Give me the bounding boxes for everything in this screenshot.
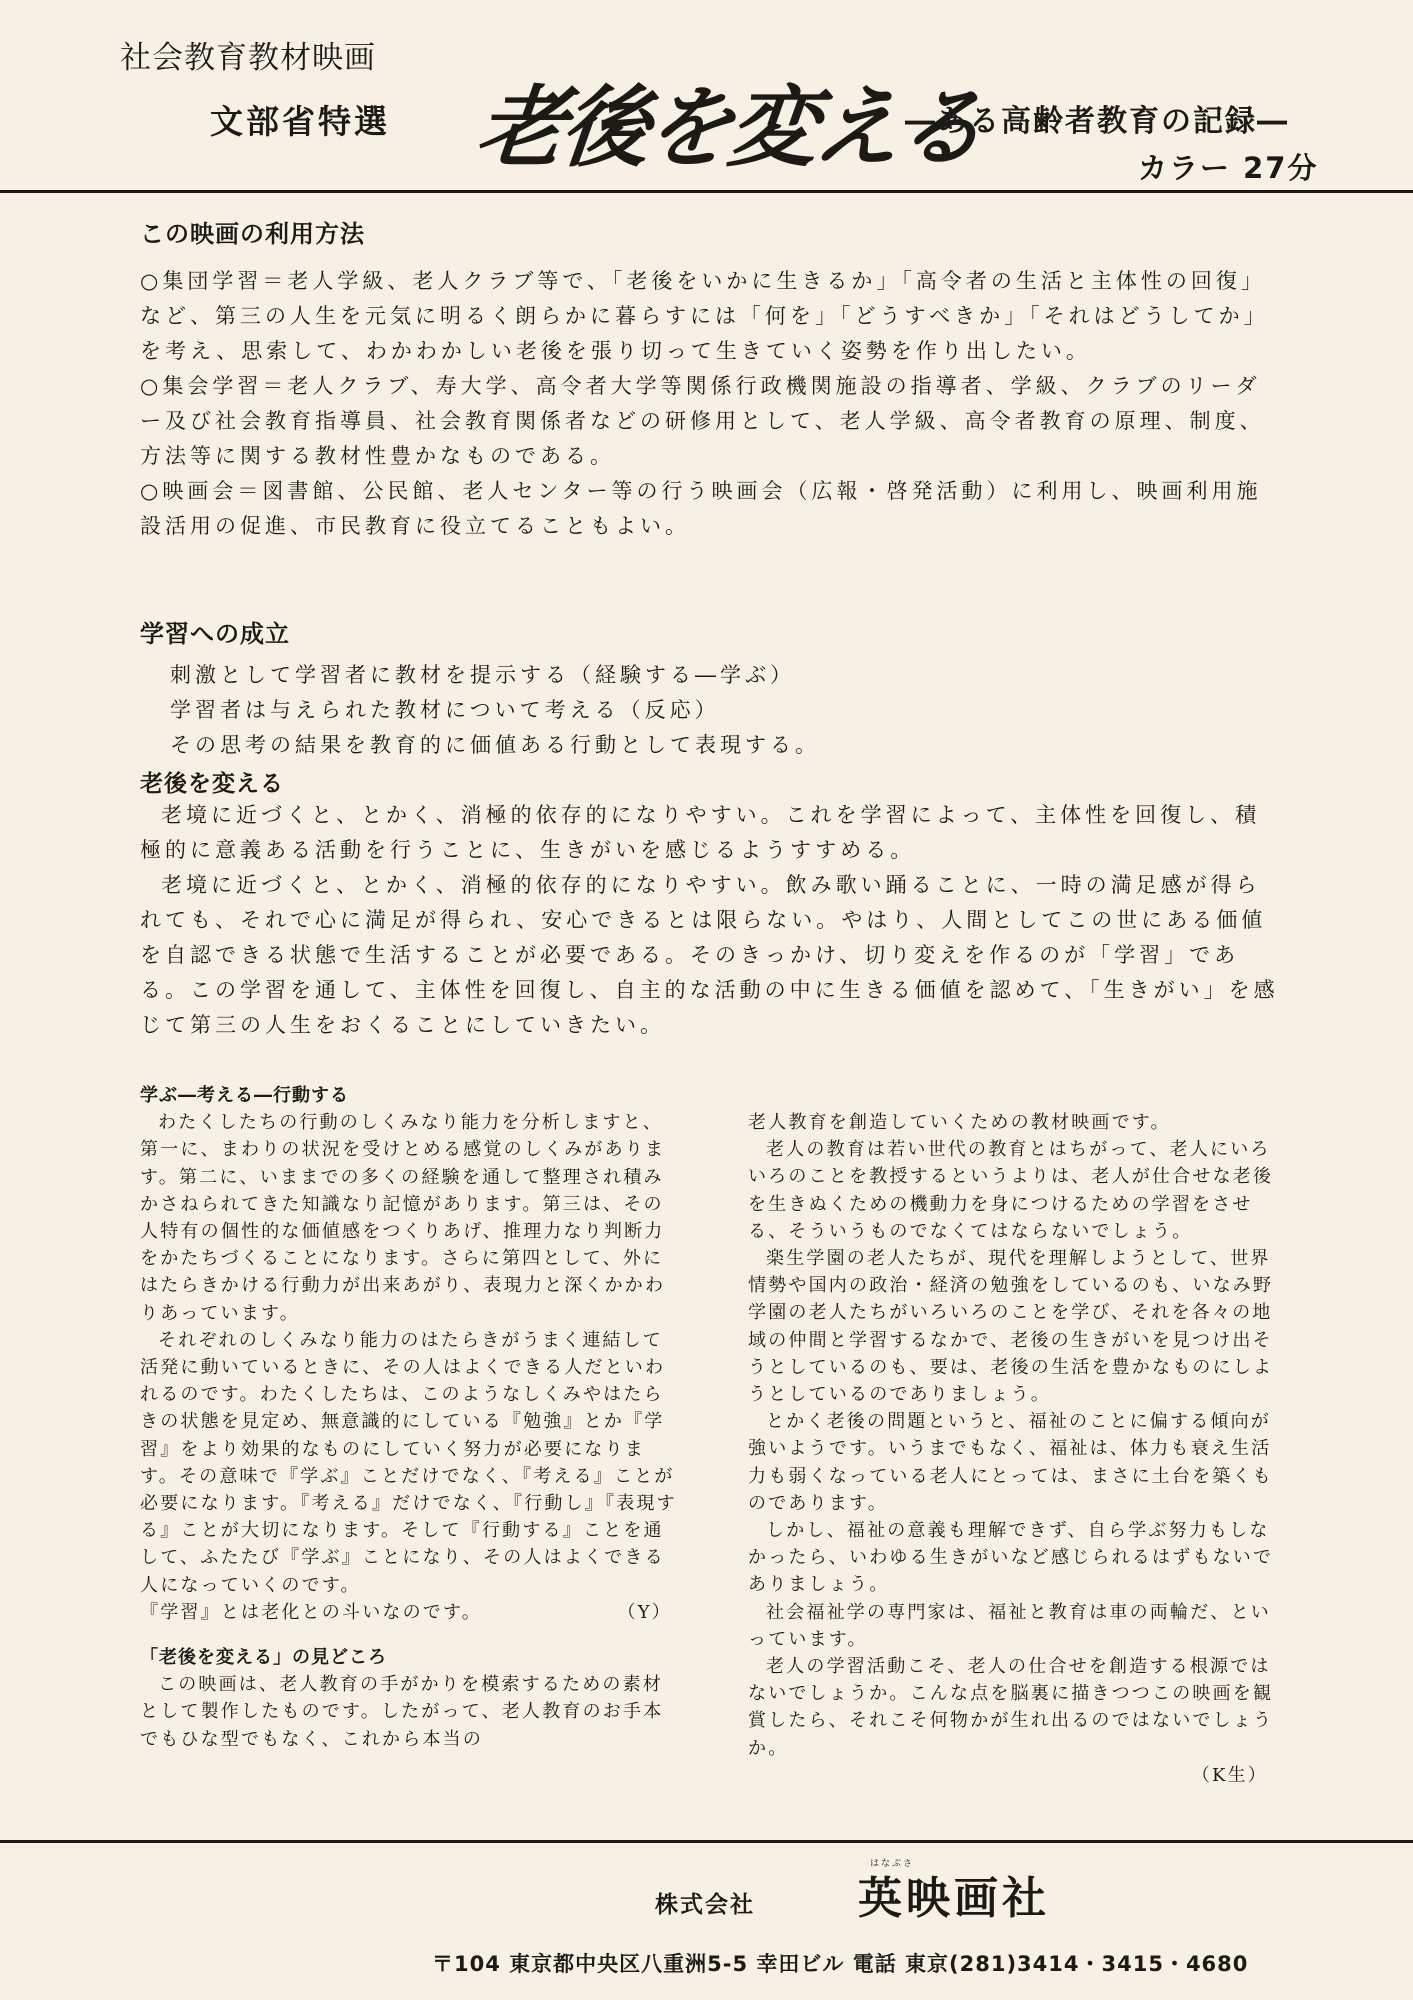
- usage-list: [140, 264, 1285, 544]
- learning-step: その思考の結果を教育的に価値ある行動として表現する。: [170, 733, 820, 757]
- right-column-paragraph: しかし、福祉の意義も理解できず、自ら学ぶ努力もしなかったら、いわゆる生きがいなど感じられるはずもないでありましょう。: [748, 1520, 1274, 1596]
- learning-heading: 学習への成立: [140, 620, 290, 648]
- right-column-paragraph: 社会福祉学の専門家は、福祉と教育は車の両輪だ、といっています。: [748, 1601, 1271, 1650]
- learning-step: 刺激として学習者に教材を提示する（経験する―学ぶ）: [170, 663, 795, 687]
- company-ruby: はなぶさ: [870, 1859, 915, 1869]
- right-column-signature: （K生）: [1191, 1764, 1268, 1786]
- main-title: 老後を変える: [471, 75, 987, 179]
- learning-step: 学習者は与えられた教材について考える（反応）: [170, 698, 720, 722]
- company-logo: 英映画社: [858, 1873, 1050, 1924]
- change-paragraph: 老境に近づくと、とかく、消極的依存的になりやすい。飲み歌い踊ることに、一時の満足感が得られても、それで心に満足が得られ、安心できるとは限らない。やはり、人間としてこの世にある価値を自認できる状態で生活することが必要である。そのきっかけ、切り変えを作るのが「学習」である。この学習を通して、主体性を回復し、自主的な活動の中に生きる価値を認めて、「生きがい」を感じて第三の人生をおくることにしていきたい。: [140, 873, 1279, 1037]
- runtime-label: カラー 27分: [1138, 151, 1319, 185]
- right-column-paragraph: 老人教育を創造していくための教材映画です。: [748, 1112, 1171, 1133]
- change-heading: 老後を変える: [140, 771, 284, 797]
- left-column-closing: [140, 1599, 680, 1626]
- usage-item: ○集団学習＝老人学級、老人クラブ等で、「老後をいかに生きるか」「高令者の生活と主体性の回復」など、第三の人生を元気に明るく朗らかに暮らすには「何を」「どうすべきか」「それはどうしてか」を考え、思索して、わかわかしい老後を張り切って生きていく姿勢を作り出したい。: [140, 269, 1269, 363]
- highlights-heading: 「老後を変える」の見どころ: [140, 1647, 387, 1669]
- usage-heading: この映画の利用方法: [140, 220, 365, 248]
- selection-label: 文部省特選: [210, 102, 390, 141]
- change-body: [140, 798, 1285, 1043]
- usage-item: ○集会学習＝老人クラブ、寿大学、高令者大学等関係行政機関施設の指導者、学級、クラブのリーダー及び社会教育指導員、社会教育関係者などの研修用として、老人学級、高令者教育の原理、制度、方法等に関する教材性豊かなものである。: [140, 374, 1265, 468]
- left-column-signature: （Y）: [617, 1601, 672, 1623]
- left-column-paragraph: 『学習』とは老化との斗いなのです。: [140, 1601, 482, 1623]
- right-column: [748, 1109, 1288, 1789]
- right-column-paragraph: とかく老後の問題というと、福祉のことに偏する傾向が強いようです。いうまでもなく、福祉は、体力も衰え生活力も弱くなっている老人にとっては、まさに土台を築くものであります。: [748, 1411, 1273, 1514]
- right-column-paragraph: 楽生学園の老人たちが、現代を理解しようとして、世界情勢や国内の政治・経済の勉強をしているのも、いなみ野学園の老人たちがいろいろのことを学び、それを各々の地域の仲間と学習するなかで、老後の生きがいを見つけ出そうとしているのも、要は、老後の生活を豊かなものにしようとしているのでありましょう。: [748, 1248, 1274, 1406]
- left-column-paragraph: それぞれのしくみなり能力のはたらきがうまく連結して活発に動いているときに、その人はよくできる人だといわれるのです。わたくしたちは、このようなしくみやはたらきの状態を見定め、無意識的にしている『勉強』とか『学習』をより効果的なものにしていく努力が必要になります。その意味で『学ぶ』ことだけでなく、『考える』ことが必要になります。『考える』だけでなく、『行動し』『表現する』ことが大切になります。そして『行動する』ことを通して、ふたたび『学ぶ』ことになり、その人はよくできる人になっていくのです。: [140, 1329, 677, 1596]
- highlights-paragraph: この映画は、老人教育の手がかりを模索するための素材として製作したものです。したがって、老人教育のお手本でもひな型でもなく、これから本当の: [140, 1674, 664, 1750]
- subtitle: ―ある高齢者教育の記録―: [905, 104, 1289, 139]
- series-label: 社会教育教材映画: [120, 40, 376, 76]
- top-divider: [0, 190, 1413, 193]
- left-column-heading: 学ぶ―考える―行動する: [140, 1085, 349, 1106]
- bottom-divider: [0, 1840, 1413, 1843]
- usage-item: ○映画会＝図書館、公民館、老人センター等の行う映画会（広報・啓発活動）に利用し、映画利用施設活用の促進、市民教育に役立てることもよい。: [140, 479, 1262, 538]
- right-column-paragraph: 老人の学習活動こそ、老人の仕合せを創造する根源ではないでしょうか。こんな点を脳裏に描きつつこの映画を観賞したら、それこそ何物かが生れ出るのではないでしょうか。: [748, 1656, 1274, 1759]
- company-type: 株式会社: [655, 1892, 755, 1918]
- left-column-paragraph: わたくしたちの行動のしくみなり能力を分析しますと、第一に、まわりの状況を受けとめる感覚のしくみがあります。第二に、いままでの多くの経験を通して整理され積みかさねられてきた知識なり記憶があります。第三は、その人特有の個性的な価値感をつくりあげ、推理力なり判断力をかたちづくることになります。さらに第四として、外にはたらきかける行動力が出来あがり、表現力と深くかかわりあっています。: [140, 1112, 666, 1324]
- right-column-paragraph: 老人の教育は若い世代の教育とはちがって、老人にいろいろのことを教授するというよりは、老人が仕合せな老後を生きぬくための機動力を身につけるための学習をさせる、そういうものでなくてはならないでしょう。: [748, 1139, 1274, 1242]
- left-column: [140, 1082, 680, 1753]
- change-paragraph: 老境に近づくと、とかく、消極的依存的になりやすい。これを学習によって、主体性を回復し、積極的に意義ある活動を行うことに、生きがいを感じるようすすめる。: [140, 803, 1261, 862]
- company-address: 〒104 東京都中央区八重洲5-5 幸田ビル 電話 東京(281)3414・3415・4680: [432, 1952, 1249, 1976]
- learning-steps: [170, 658, 1270, 763]
